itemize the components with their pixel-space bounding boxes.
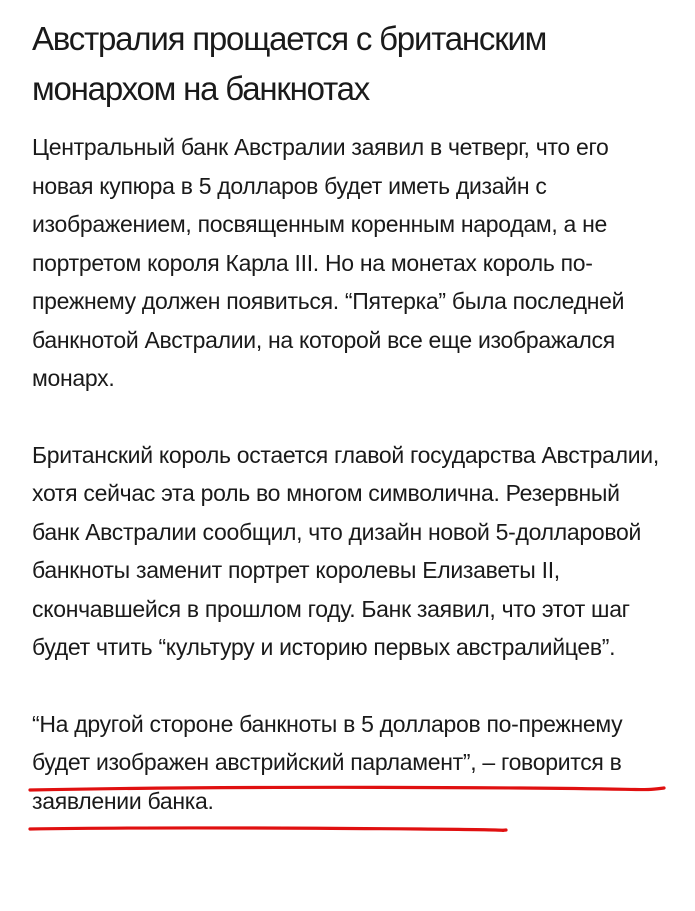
paragraph-3 [32,705,672,821]
article-title: Австралия прощается с британским монархом на банкнотах [32,20,547,107]
paragraph-3-rest: , – говорится в заявлении банка. [32,749,622,814]
highlighted-quote: “На другой стороне банкноты в 5 долларов по-прежнему будет изображен австрийский парламент” [32,710,623,775]
paragraph-2: Британский король остается главой государства Австралии, хотя сейчас эта роль во многом символична. Резервный банк Австралии сообщил, что дизайн новой 5-долларовой банкноты заменит портрет королевы Елизаветы II, скончавшейся в прошлом году. Банк заявил, что этот шаг будет чтить “культуру и историю первых австралийцев”. [32,441,659,660]
underline-line-2 [30,828,506,831]
paragraph-1: Центральный банк Австралии заявил в четверг, что его новая купюра в 5 долларов будет иметь дизайн с изображением, посвященным коренным народам, а не портретом короля Карла III. Но на монетах король по-прежнему должен появиться. “Пятерка” была последней банкнотой Австралии, на которой все еще изображался монарх. [32,134,625,391]
article [32,14,672,820]
